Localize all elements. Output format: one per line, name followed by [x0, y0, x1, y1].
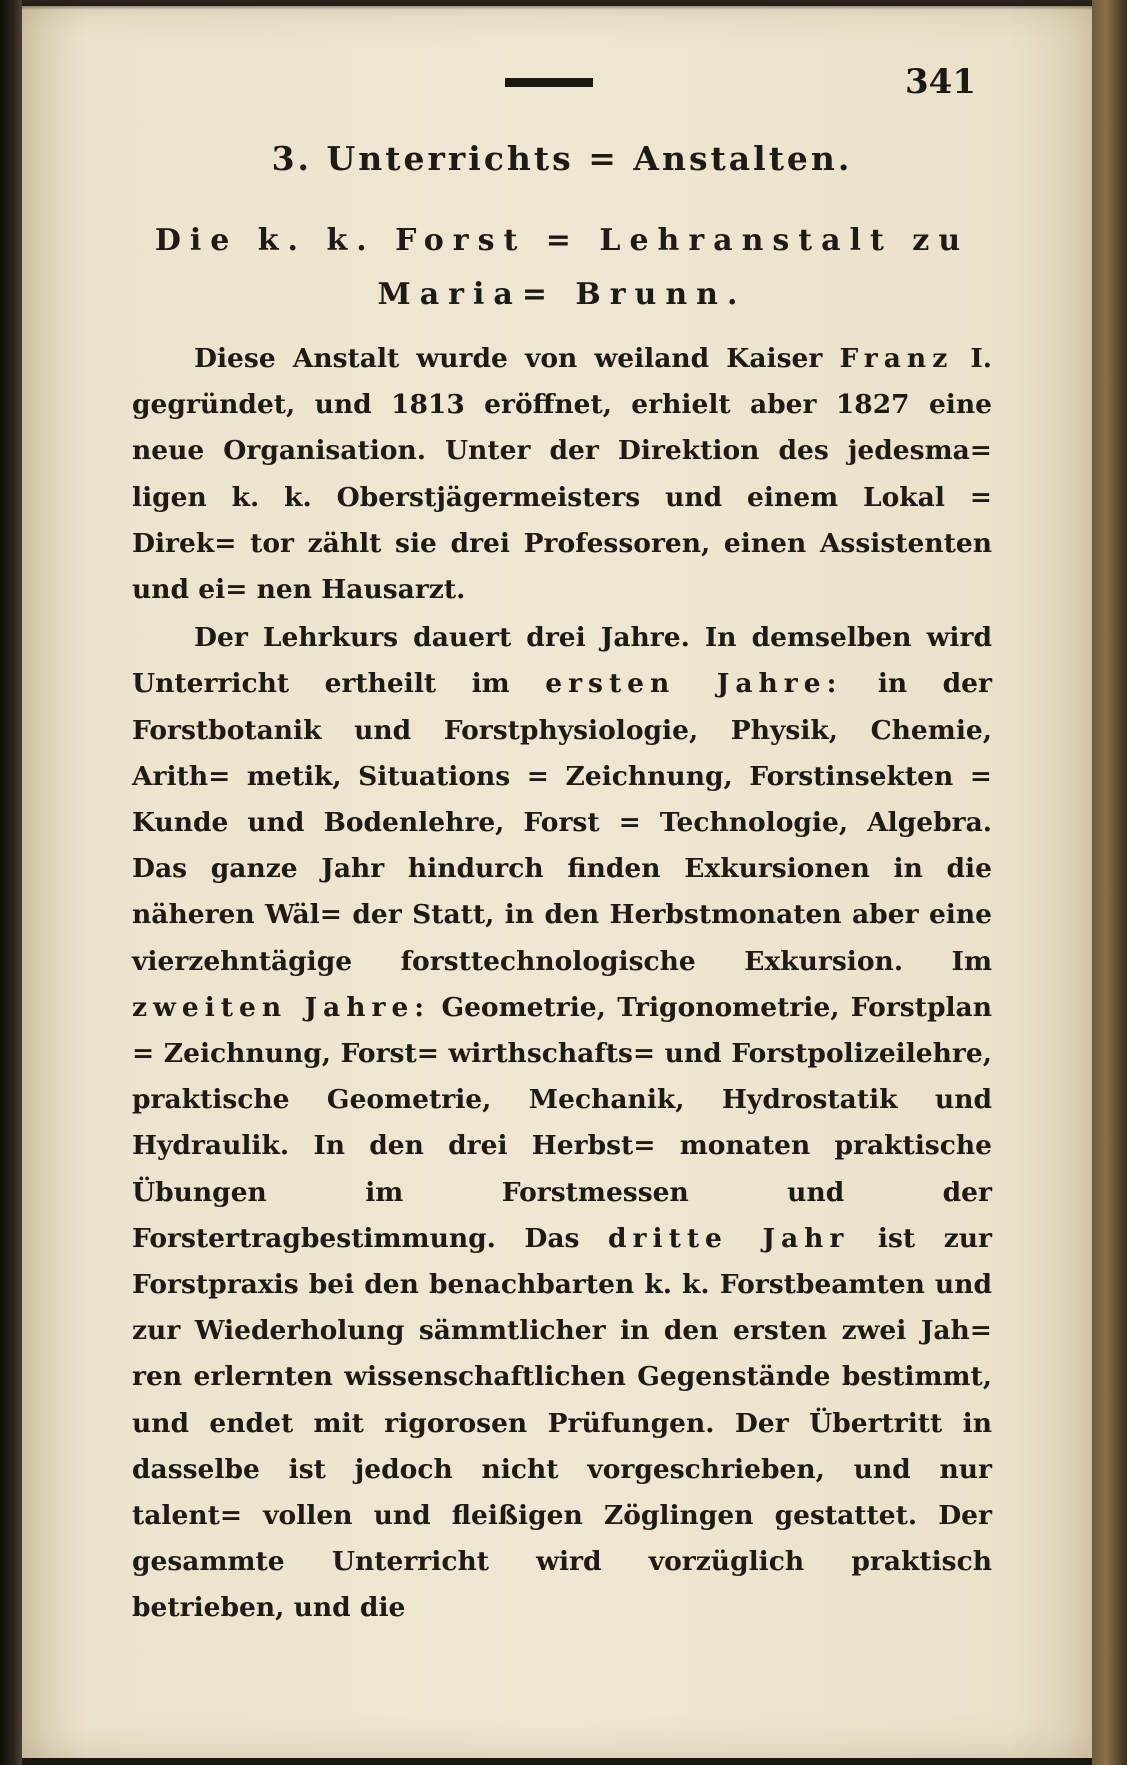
page-top-shadow	[22, 0, 1094, 10]
section-heading: 3. Unterrichts = Anstalten.	[271, 139, 853, 178]
section-subheading: Die k. k. Forst = Lehranstalt zu Maria= Brunn.	[154, 223, 970, 312]
spaced-second-year: zweiten Jahre:	[132, 991, 431, 1023]
paragraph-founding	[132, 336, 992, 613]
page-number: 341	[905, 62, 976, 102]
paragraph-founding-text-a: Diese Anstalt wurde von weiland Kaiser	[194, 343, 840, 374]
paragraph-curriculum-text-a: Der Lehrkurs dauert drei Jahre. In demselben wird Unterricht ertheilt im	[132, 622, 992, 700]
book-fore-edge	[1092, 0, 1127, 1765]
book-binding-edge	[0, 0, 22, 1765]
paragraph-curriculum-text-c: Geometrie, Trigonometrie, Forstplan = Zeichnung, Forst= wirthschafts= und Forstpolizeilehre, praktische Geometrie, Mechanik, Hydrostatik und Hydraulik. In den drei Herbst= monaten praktische Übungen im Forstmessen und der Forstertragbestimmung. Das	[132, 991, 992, 1254]
spaced-first-year: ersten Jahre:	[545, 668, 843, 700]
paragraph-curriculum-text-b: in der Forstbotanik und Forstphysiologie, Physik, Chemie, Arith= metik, Situations = Zeichnung, Forstinsekten = Kunde und Bodenlehre, Forst = Technologie, Algebra. Das ganze Jahr hindurch finden Exkursionen in die näheren Wäl= der Statt, in den Herbstmonaten aber eine vierzehntägige forsttechnologische Exkursion. Im	[132, 668, 993, 977]
page-text-block	[132, 138, 992, 1632]
header-rule	[505, 78, 593, 87]
paragraph-founding-text-b: I. gegründet, und 1813 eröffnet, erhielt aber 1827 eine neue Organisation. Unter der Direktion des jedesma= ligen k. k. Oberstjägermeisters und einem Lokal = Direk= tor zählt sie drei Professoren, einen Assistenten und ei= nen Hausarzt.	[132, 343, 992, 606]
paragraph-curriculum	[132, 615, 992, 1631]
spaced-third-year: dritte Jahr	[608, 1222, 850, 1254]
paragraph-curriculum-text-d: ist zur Forstpraxis bei den benachbarten k. k. Forstbeamten und zur Wiederholung sämmtlicher in den ersten zwei Jah= ren erlernten wissenschaftlichen Gegenstände bestimmt, und endet mit rigorosen Prüfungen. Der Übertritt in dasselbe ist jedoch nicht vorgeschrieben, und nur talent= vollen und fleißigen Zöglingen gestattet. Der gesammte Unterricht wird vorzüglich praktisch betrieben, und die	[132, 1222, 992, 1624]
spaced-name-franz: Franz	[839, 343, 954, 374]
